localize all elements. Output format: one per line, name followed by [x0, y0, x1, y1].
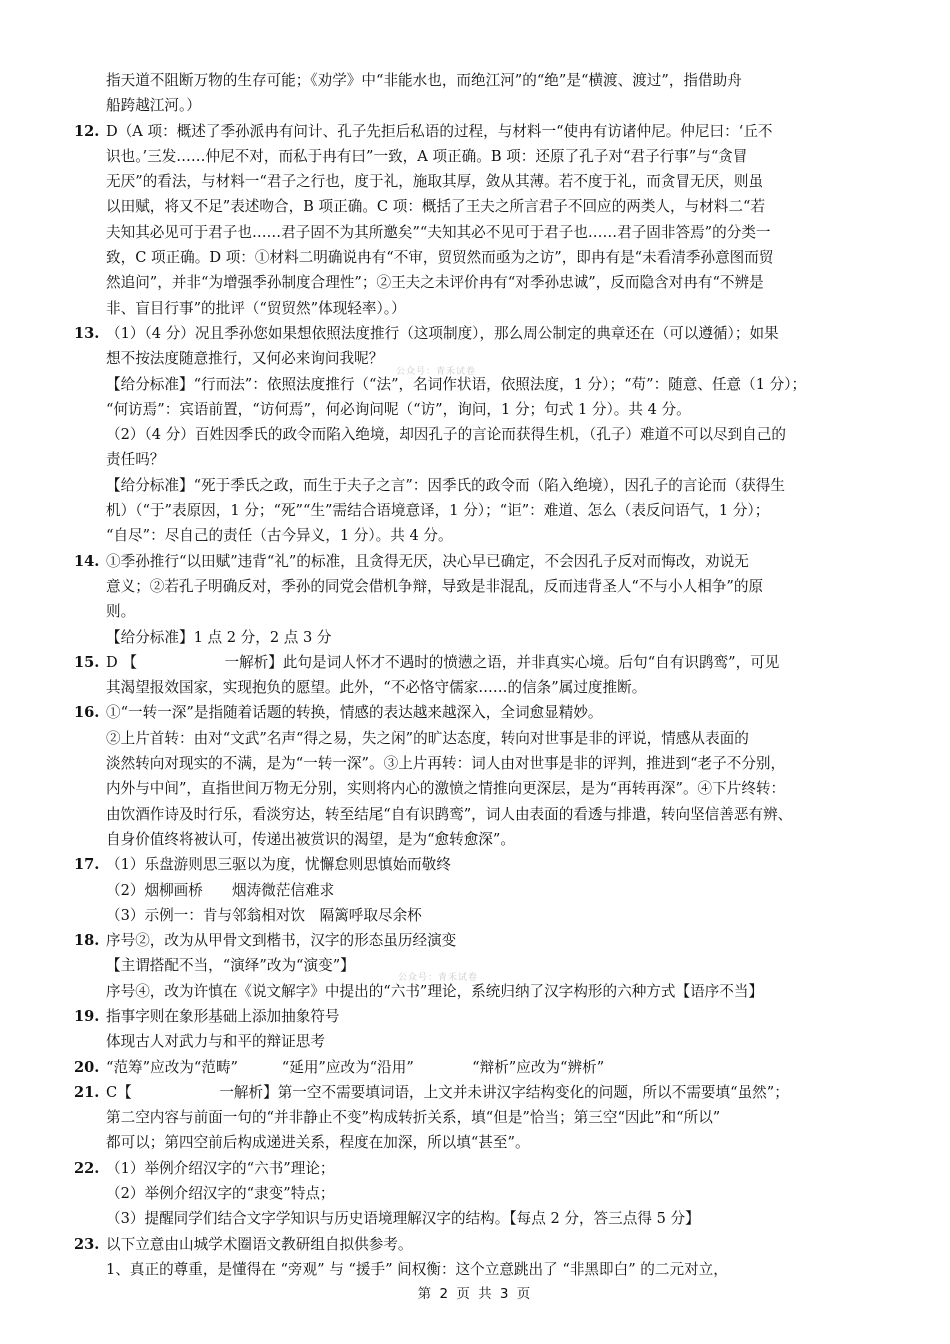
- answer-item: [74, 549, 878, 650]
- answer-line: （3）提醒同学们结合文字学知识与历史语境理解汉字的结构。【每点 2 分，答三点得 5 分】: [106, 1210, 700, 1228]
- answer-line: 1、真正的尊重，是懂得在 “旁观” 与 “援手” 间权衡：这个立意跳出了 “非黑即白” 的二元对立，: [106, 1260, 728, 1278]
- answer-content: [74, 68, 878, 1282]
- question-number: 13.: [74, 324, 100, 342]
- answer-line: 夫知其必见可于君子也……君子固不为其所邀矣”“夫知其必不见可于君子也……君子固非答焉”的分类一: [106, 223, 771, 241]
- answer-line: 然追问”，并非“为增强季孙制度合理性”；②王夫之未评价冉有“对季孙忠诚”，反而隐含对冉有“不辨是: [106, 274, 764, 292]
- answer-line: 都可以；第四空前后构成递进关系，程度在加深，所以填“甚至”。: [106, 1134, 530, 1152]
- answer-item: [74, 700, 878, 852]
- answer-line: “自尽”：尽自己的责任（古今异义，1 分）。共 4 分。: [106, 527, 453, 545]
- answer-item: [78, 68, 878, 119]
- answer-line: 指天道不阻断万物的生存可能；《劝学》中“非能水也，而绝江河”的“绝”是“横渡、渡过”，指借助舟: [106, 72, 742, 89]
- answer-line: 致，C 项正确。D 项：①材料二明确说冉有“不审，贸贸然而亟为之访”，即冉有是“未看清季孙意图而贸: [106, 249, 774, 267]
- answer-line: D 【 一解析】此句是词人怀才不遇时的愤懑之语，并非真实心境。后句“自有识鹍鸾”，可见: [106, 653, 780, 671]
- answer-line: 【给分标准】1 点 2 分，2 点 3 分: [106, 628, 332, 646]
- answer-line: 自身价值终将被认可，传递出被赏识的渴望，是为“愈转愈深”。: [106, 830, 515, 848]
- answer-item: [74, 1055, 878, 1080]
- answer-item: [74, 1080, 878, 1156]
- answer-line: 第二空内容与前面一句的“并非静止不变”构成转折关系，填“但是”恰当；第三空“因此”和“所以”: [106, 1109, 721, 1127]
- answer-item: [74, 928, 878, 1004]
- answer-line: 责任吗？: [106, 451, 165, 469]
- answer-line: 其渴望报效国家，实现抱负的愿望。此外，“不必恪守儒家……的信条”属过度推断。: [106, 679, 647, 697]
- answer-line: 想不按法度随意推行，又何必来询问我呢？: [106, 350, 384, 368]
- answer-line: ①季孙推行“以田赋”违背“礼”的标准，且贪得无厌，决心早已确定，不会因孔子反对而悔改，劝说无: [106, 552, 749, 570]
- answer-line: 意义；②若孔子明确反对，季孙的同党会借机争辩，导致是非混乱，反而违背圣人“不与小人相争”的原: [106, 577, 764, 595]
- page-footer: 第 2 页 共 3 页: [417, 1286, 533, 1302]
- answer-line: 淡然转向对现实的不满，是为“一转一深”。③上片再转：词人由对世事是非的评判，推进到“老子不分别，: [106, 755, 786, 773]
- answer-line: 机）（“于”表原因，1 分；“死”“生”需结合语境意译，1 分）；“讵”：难道、怎么（表反问语气，1 分）；: [106, 502, 770, 520]
- answer-line: （2）烟柳画桥 烟涛微茫信难求: [106, 881, 335, 899]
- answer-item: [74, 1232, 878, 1283]
- answer-line: 识也。’三发……仲尼不对，而私于冉有曰”一致，A 项正确。B 项：还原了孔子对“君子行事”与“贪冒: [106, 147, 748, 165]
- answer-line: 【给分标准】“死于季氏之政，而生于夫子之言”：因季氏的政令而（陷入绝境），因孔子的言论而（获得生: [106, 476, 785, 494]
- question-number: 22.: [74, 1159, 100, 1177]
- question-number: 17.: [74, 856, 100, 874]
- answer-line: （2）（4 分）百姓因季氏的政令而陷入绝境，却因孔子的言论而获得生机，（孔子）难道不可以尽到自己的: [106, 426, 786, 444]
- answer-item: [74, 119, 878, 321]
- question-number: 15.: [74, 653, 100, 671]
- answer-line: “何访焉”：宾语前置，“访何焉”，何必询问呢（“访”，询问，1 分；句式 1 分）。共 4 分。: [106, 400, 691, 418]
- answer-line: （3）示例一：肯与邻翁相对饮 隔篱呼取尽余杯: [106, 906, 422, 924]
- question-number: 20.: [74, 1058, 100, 1076]
- answer-item: [74, 1156, 878, 1232]
- answer-line: 指事字则在象形基础上添加抽象符号: [106, 1007, 340, 1025]
- answer-line: 【给分标准】“行而法”：依照法度推行（“法”，名词作状语，依照法度，1 分）；“苟”：随意、任意（1 分）；: [106, 375, 807, 393]
- question-number: 18.: [74, 932, 100, 950]
- answer-line: 序号②，改为从甲骨文到楷书，汉字的形态虽历经演变: [106, 932, 457, 950]
- answer-line: D（A 项：概述了季孙派冉有问计、孔子先拒后私语的过程，与材料一“使冉有访诸仲尼。仲尼曰：‘丘不: [106, 122, 773, 140]
- answer-line: 以田赋，将又不足”表述吻合，B 项正确。C 项：概括了王夫之所言君子不回应的两类人，与材料二“若: [106, 198, 766, 216]
- answer-line: “范筹”应改为“范畴” “延用”应改为“沿用” “辩析”应改为“辨析”: [106, 1058, 605, 1076]
- answer-item: [74, 852, 878, 928]
- answer-line: 非、盲目行事”的批评（“贸贸然”体现轻率）。）: [106, 299, 406, 317]
- answer-line: C【 一解析】第一空不需要填词语，上文并未讲汉字结构变化的问题，所以不需要填“虽然”；: [106, 1083, 789, 1101]
- question-number: 16.: [74, 704, 100, 722]
- answer-line: 内外与中间”，直指世间万物无分别，实则将内心的激愤之情推向更深层，是为“再转再深”。④下片终转：: [106, 780, 786, 798]
- question-number: 12.: [74, 122, 100, 140]
- answer-line: 体现古人对武力与和平的辩证思考: [106, 1033, 325, 1051]
- answer-line: 则。: [106, 603, 136, 621]
- answer-line: （1）（4 分）况且季孙您如果想依照法度推行（这项制度），那么周公制定的典章还在（可以遵循）；如果: [106, 324, 779, 342]
- answer-line: 船跨越江河。）: [106, 97, 201, 115]
- answer-line: 以下立意由山城学术圈语文教研组自拟供参考。: [106, 1235, 413, 1253]
- answer-line: 【主谓搭配不当，“演绎”改为“演变”】: [106, 957, 355, 975]
- answer-line: 序号④，改为许慎在《说文解字》中提出的“六书”理论，系统归纳了汉字构形的六种方式【语序不当】: [106, 982, 764, 1000]
- answer-line: （1）乐盘游则思三驱以为度，忧懈怠则思慎始而敬终: [106, 856, 451, 874]
- watermark-text: 公众号：青禾试卷: [396, 367, 477, 377]
- answer-item: [74, 1004, 878, 1055]
- answer-line: （2）举例介绍汉字的“隶变”特点；: [106, 1185, 335, 1203]
- question-number: 14.: [74, 552, 100, 570]
- question-number: 19.: [74, 1007, 100, 1025]
- answer-line: ②上片首转：由对“文武”名声“得之易，失之闲”的旷达态度，转向对世事是非的评说，情感从表面的: [106, 729, 749, 747]
- answer-line: 无厌”的看法，与材料一“君子之行也，度于礼，施取其厚，敛从其薄。若不度于礼，而贪冒无厌，则虽: [106, 173, 764, 191]
- answer-line: （1）举例介绍汉字的“六书”理论；: [106, 1159, 335, 1177]
- answer-item: [74, 321, 878, 549]
- answer-line: ①“一转一深”是指随着话题的转换，情感的表达越来越深入，全词愈显精妙。: [106, 704, 603, 722]
- question-number: 23.: [74, 1235, 100, 1253]
- answer-item: [74, 650, 878, 701]
- answer-line: 由饮酒作诗及时行乐，看淡穷达，转至结尾“自有识鹍鸾”，词人由表面的看透与排遣，转向坚信善恶有辨、: [106, 805, 793, 823]
- question-number: 21.: [74, 1083, 100, 1101]
- watermark-text: 公众号：青禾试卷: [398, 973, 479, 983]
